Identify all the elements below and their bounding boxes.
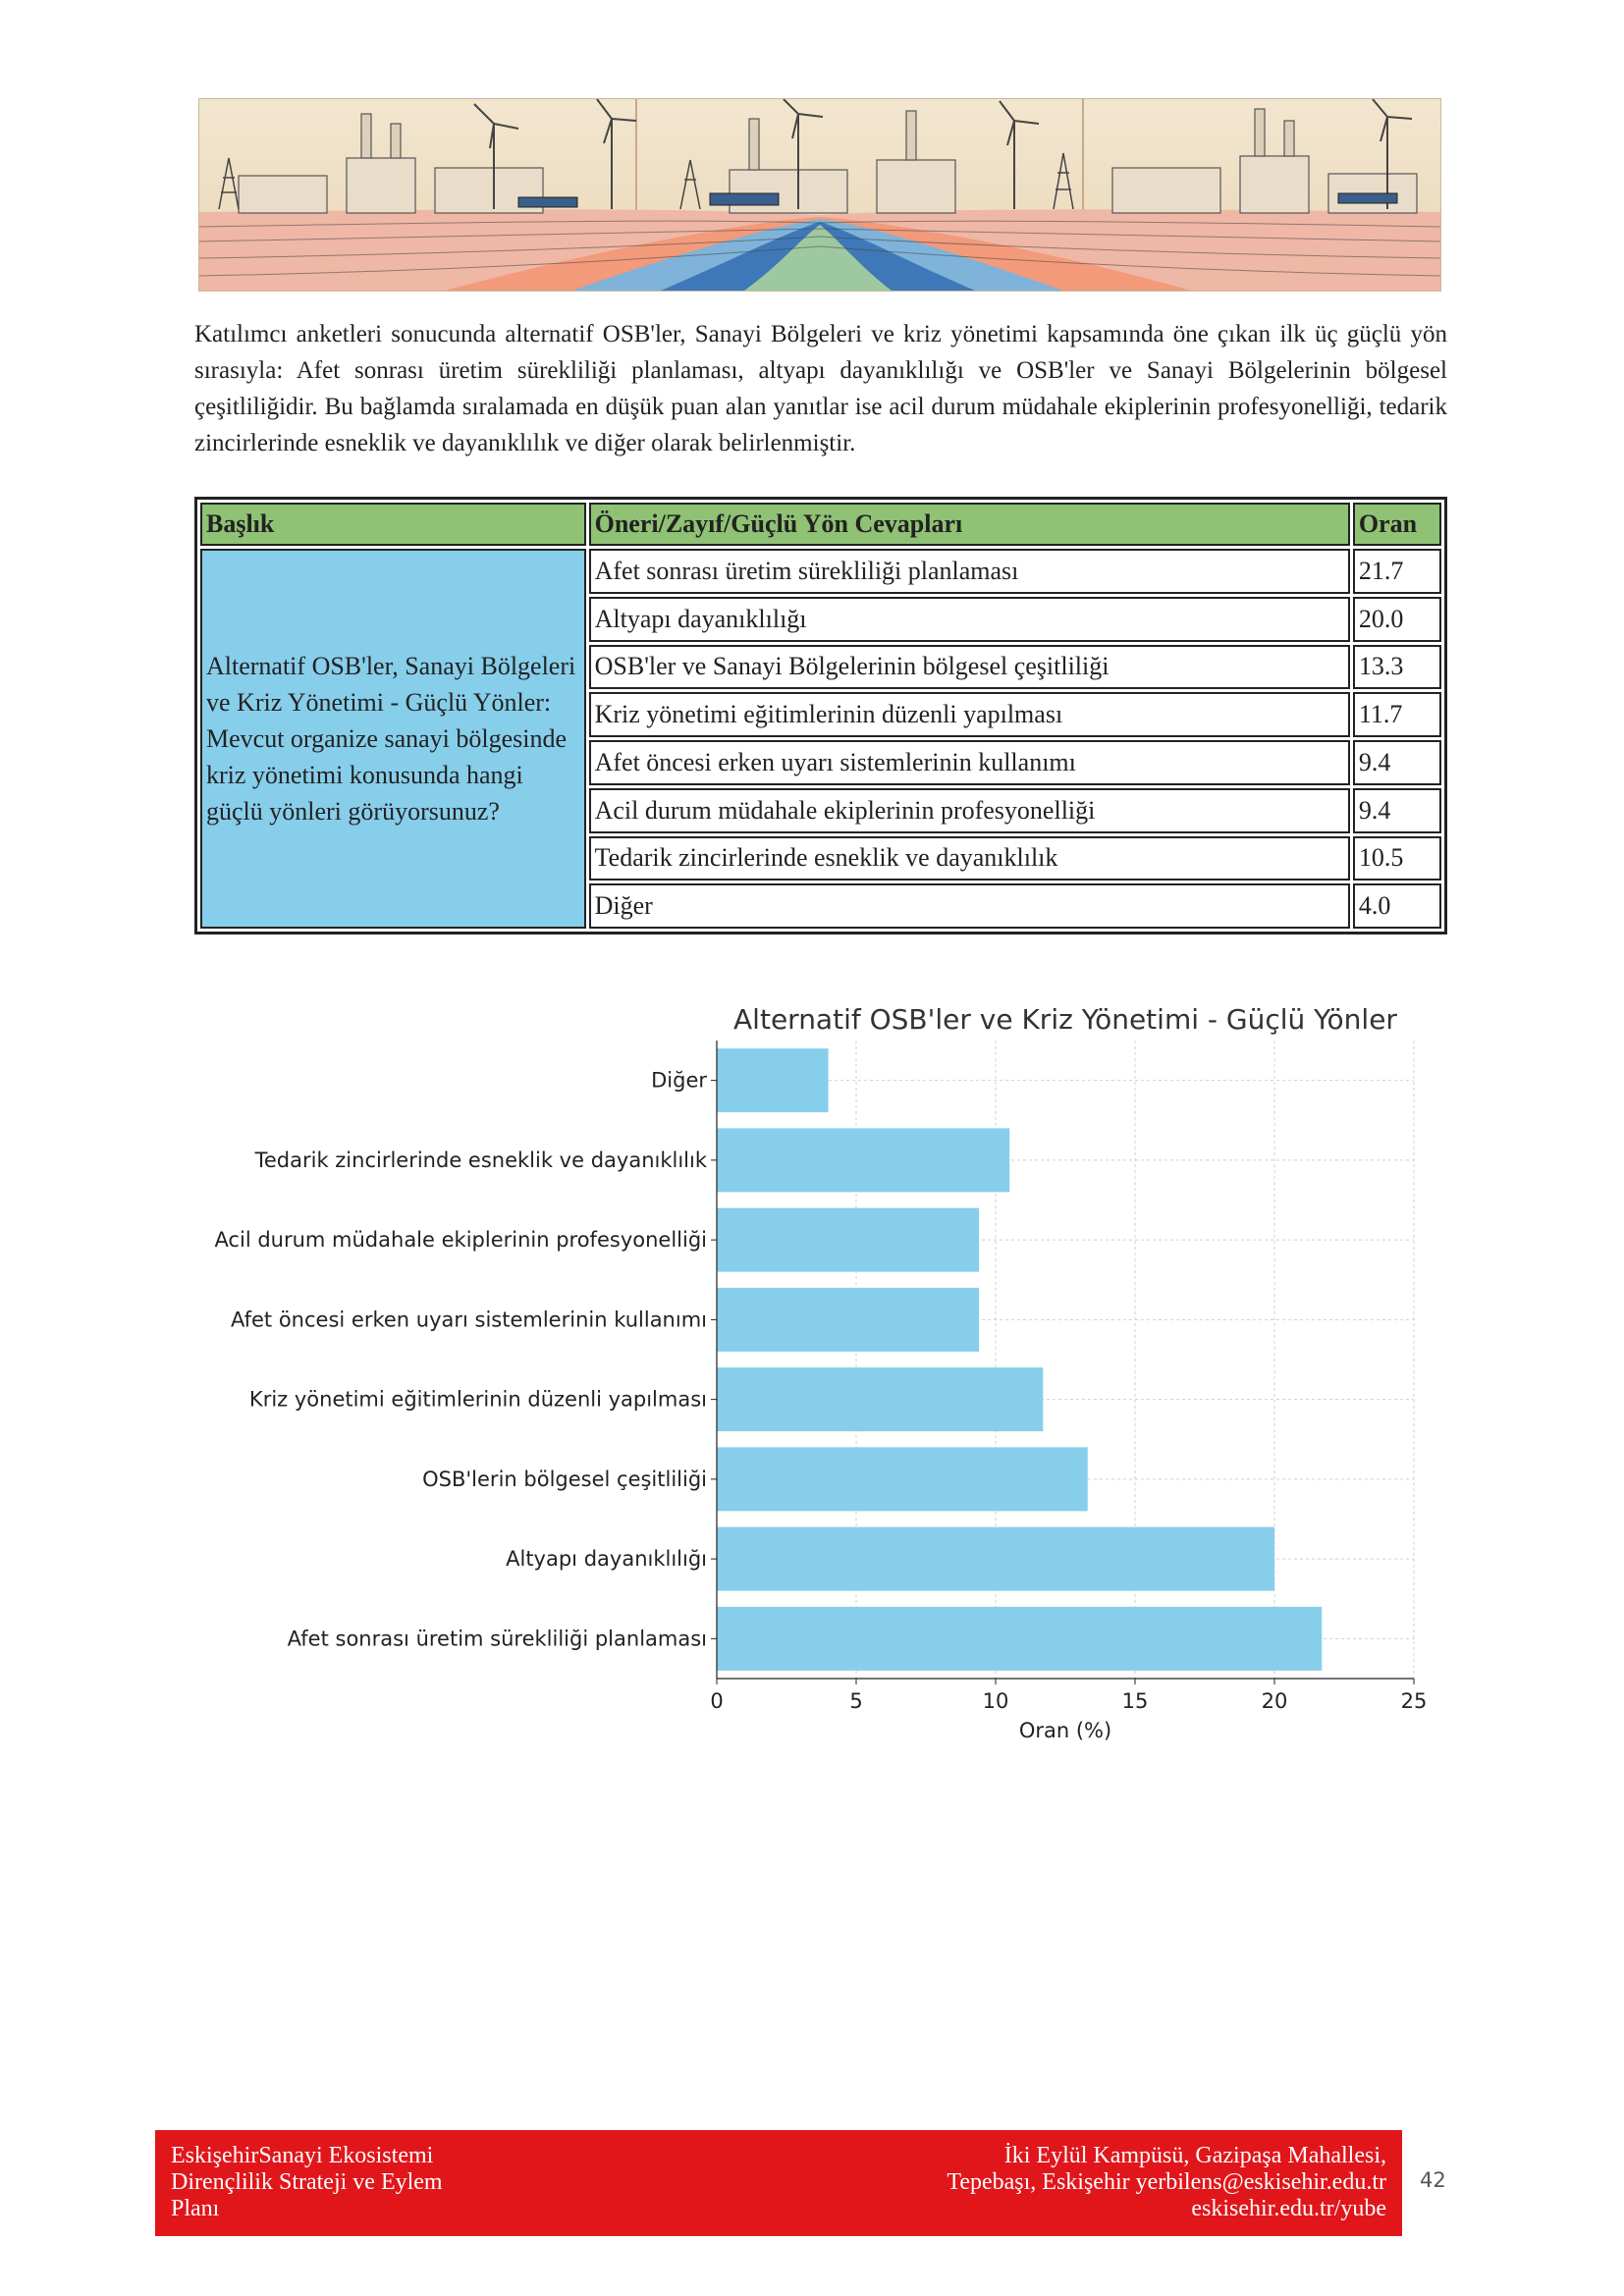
footer-left-line: Dirençlilik Strateji ve Eylem	[171, 2169, 443, 2195]
footer-left	[171, 2143, 583, 2222]
footer-left-line: Planı	[171, 2196, 220, 2221]
answer-cell: Diğer	[589, 883, 1350, 929]
intro-paragraph: Katılımcı anketleri sonucunda alternatif OSB'ler, Sanayi Bölgeleri ve kriz yönetimi kapsamında öne çıkan ilk üç güçlü yön sırasıyla: Afet sonrası üretim sürekliliği planlaması, altyapı dayanıklılığı ve OSB'ler ve Sanayi Bölgelerinin bölgesel çeşitliliğidir. Bu bağlamda sıralamada en düşük puan alan yanıtlar ise acil durum müdahale ekiplerinin profesyonelliği, tedarik zincirlerinde esneklik ve dayanıklılık ve diğer olarak belirlenmiştir.	[194, 321, 1447, 456]
answer-cell: Afet öncesi erken uyarı sistemlerinin kullanımı	[589, 740, 1350, 785]
answer-cell: Altyapı dayanıklılığı	[589, 597, 1350, 642]
footer-right-line: Tepebaşı, Eskişehir yerbilens@eskisehir.edu.tr	[947, 2169, 1386, 2195]
page-number: 42	[1420, 2168, 1446, 2192]
bar	[717, 1527, 1274, 1591]
bar	[717, 1288, 979, 1352]
answer-cell: Acil durum müdahale ekiplerinin profesyonelliği	[589, 788, 1350, 833]
header-answers: Öneri/Zayıf/Güçlü Yön Cevapları	[589, 503, 1350, 546]
x-tick-label: 10	[982, 1689, 1009, 1713]
industrial-landscape-illustration	[199, 99, 1440, 291]
strengths-table	[194, 497, 1447, 934]
bar	[717, 1048, 829, 1112]
x-axis-label: Oran (%)	[1018, 1719, 1112, 1742]
x-tick-label: 25	[1400, 1689, 1428, 1713]
y-tick-label: OSB'lerin bölgesel çeşitliliği	[422, 1467, 707, 1491]
header-title: Başlık	[200, 503, 586, 546]
header-rate: Oran	[1353, 503, 1441, 546]
footer-right-line: İki Eylül Kampüsü, Gazipaşa Mahallesi,	[1003, 2143, 1386, 2168]
bar	[717, 1208, 979, 1272]
x-tick-label: 5	[849, 1689, 863, 1713]
chart-title: Alternatif OSB'ler ve Kriz Yönetimi - Güçlü Yönler	[733, 1003, 1397, 1036]
y-tick-label: Afet öncesi erken uyarı sistemlerinin kullanımı	[230, 1308, 707, 1332]
rate-cell: 13.3	[1353, 645, 1441, 690]
footer-right-line: eskisehir.edu.tr/yube	[1191, 2196, 1386, 2221]
question-title-cell: Alternatif OSB'ler, Sanayi Bölgeleri ve Kriz Yönetimi - Güçlü Yönler: Mevcut organize sanayi bölgesinde kriz yönetimi konusunda hangi güçlü yönleri görüyorsunuz?	[200, 549, 586, 929]
y-tick-label: Acil durum müdahale ekiplerinin profesyonelliği	[214, 1228, 707, 1253]
rate-cell: 20.0	[1353, 597, 1441, 642]
x-tick-label: 15	[1121, 1689, 1149, 1713]
y-tick-label: Kriz yönetimi eğitimlerinin düzenli yapılması	[248, 1387, 707, 1412]
table-header-row	[200, 503, 1441, 546]
answer-cell: OSB'ler ve Sanayi Bölgelerinin bölgesel çeşitliliği	[589, 645, 1350, 690]
bar	[717, 1128, 1009, 1192]
header-banner-illustration	[198, 98, 1441, 292]
table-row	[200, 549, 1441, 594]
y-tick-label: Tedarik zincirlerinde esneklik ve dayanıklılık	[254, 1148, 707, 1172]
rate-cell: 21.7	[1353, 549, 1441, 594]
bar	[717, 1367, 1043, 1431]
footer-right	[797, 2143, 1386, 2222]
rate-cell: 10.5	[1353, 836, 1441, 881]
rate-cell: 4.0	[1353, 883, 1441, 929]
bar-chart-svg	[187, 991, 1463, 1757]
x-tick-label: 20	[1261, 1689, 1288, 1713]
y-tick-label: Altyapı dayanıklılığı	[506, 1547, 707, 1572]
rate-cell: 9.4	[1353, 740, 1441, 785]
answer-cell: Kriz yönetimi eğitimlerinin düzenli yapılması	[589, 692, 1350, 737]
x-tick-label: 0	[710, 1689, 724, 1713]
answer-cell: Tedarik zincirlerinde esneklik ve dayanıklılık	[589, 836, 1350, 881]
bar-chart	[187, 991, 1463, 1757]
rate-cell: 9.4	[1353, 788, 1441, 833]
footer-bar	[155, 2130, 1402, 2236]
bar	[717, 1607, 1322, 1671]
y-tick-label: Diğer	[651, 1068, 707, 1093]
y-tick-label: Afet sonrası üretim sürekliliği planlaması	[287, 1627, 707, 1651]
footer-left-line: EskişehirSanayi Ekosistemi	[171, 2143, 434, 2168]
rate-cell: 11.7	[1353, 692, 1441, 737]
bar	[717, 1447, 1088, 1511]
answer-cell: Afet sonrası üretim sürekliliği planlaması	[589, 549, 1350, 594]
